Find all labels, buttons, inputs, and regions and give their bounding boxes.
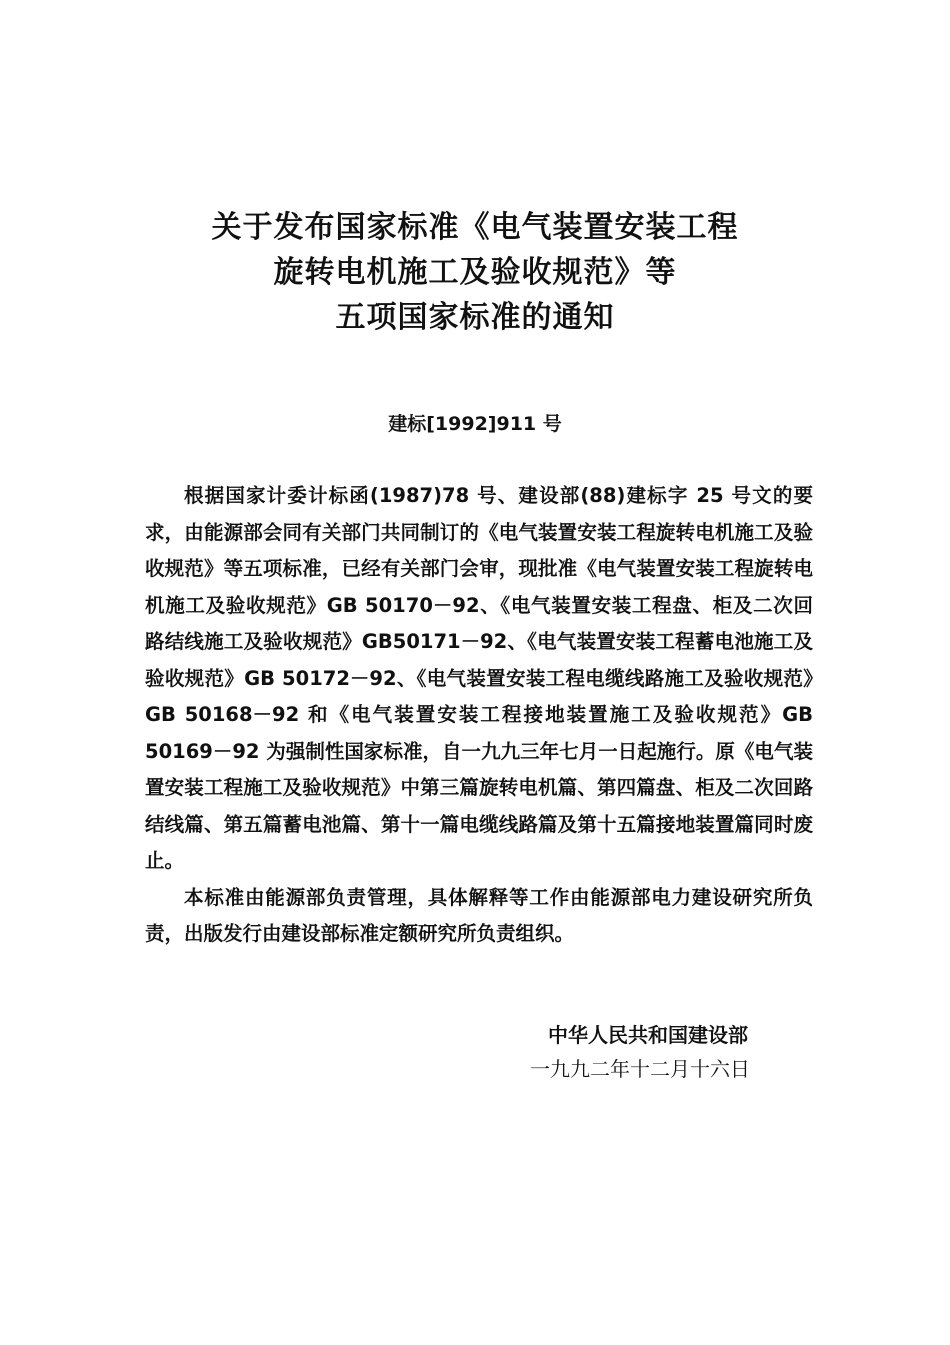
signature-block [520, 1018, 820, 1086]
notice-body [145, 478, 813, 953]
notice-title [0, 205, 950, 340]
issue-date: 一九九二年十二月十六日 [530, 1057, 750, 1081]
title-line-1: 关于发布国家标准《电气装置安装工程 [211, 210, 739, 245]
document-number: 建标[1992]911 号 [388, 413, 562, 435]
title-line-2: 旋转电机施工及验收规范》等 [273, 255, 677, 290]
body-paragraph-1: 根据国家计委计标函(1987)78 号、建设部(88)建标字 25 号文的要求，由能源部会同有关部门共同制订的《电气装置安装工程旋转电机施工及验收规范》等五项标准，已经有关部门会审，现批准《电气装置安装工程旋转电机施工及验收规范》GB 50170－92、《电气装置安装工程盘、柜及二次回路结线施工及验收规范》GB50171－92、《电气装置安装工程蓄电池施工及验收规范》GB 50172－92、《电气装置安装工程电缆线路施工及验收规范》GB 50168－92 和《电气装置安装工程接地装置施工及验收规范》GB 50169－92 为强制性国家标准，自一九九三年七月一日起施行。原《电气装置安装工程施工及验收规范》中第三篇旋转电机篇、第四篇盘、柜及二次回路结线篇、第五篇蓄电池篇、第十一篇电缆线路篇及第十五篇接地装置篇同时废止。 [145, 484, 813, 872]
issuing-organization: 中华人民共和国建设部 [548, 1023, 748, 1047]
body-paragraph-2: 本标准由能源部负责管理，具体解释等工作由能源部电力建设研究所负责，出版发行由建设部标准定额研究所负责组织。 [145, 885, 813, 945]
title-line-3: 五项国家标准的通知 [335, 300, 615, 335]
